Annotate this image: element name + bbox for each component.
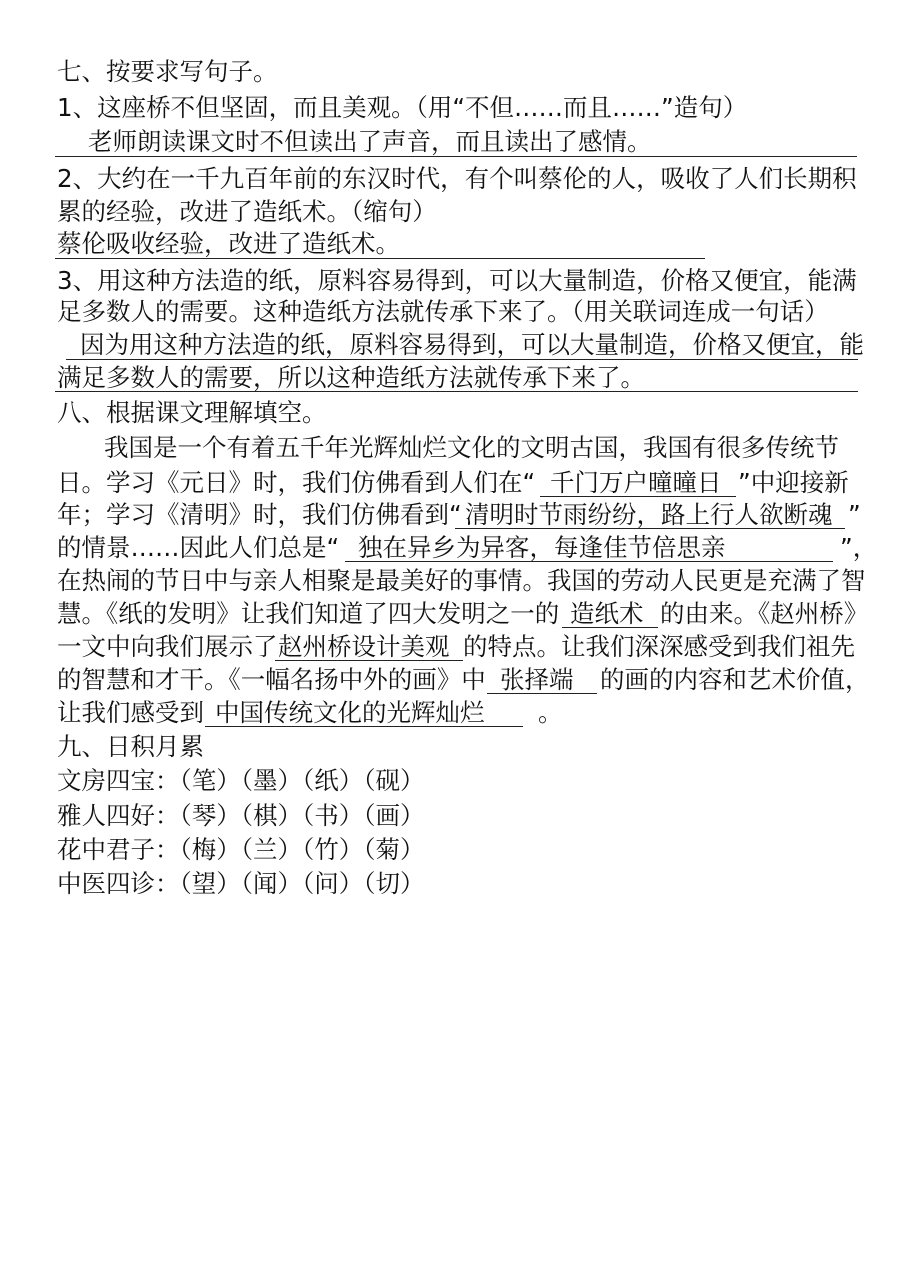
answer-2-underline	[55, 258, 705, 259]
passage-line-4b: ”，	[840, 533, 878, 562]
idiom-row: 雅人四好：（琴）（棋）（书）（画）	[57, 801, 425, 830]
blank-2-underline	[455, 528, 845, 529]
blank-1-underline	[540, 496, 736, 497]
passage-line-4a: 的情景……因此人们总是“	[57, 533, 340, 562]
section-7-heading: 七、按要求写句子。	[57, 57, 278, 86]
answer-1: 老师朗读课文时不但读出了声音，而且读出了感情。	[88, 127, 652, 156]
idiom-row: 花中君子：（梅）（兰）（竹）（菊）	[57, 835, 425, 864]
blank-6: 张择端	[500, 665, 574, 694]
section-9-heading: 九、日积月累	[57, 732, 204, 761]
blank-4: 造纸术	[570, 599, 644, 628]
question-2-line-1: 2、大约在一千九百年前的东汉时代，有个叫蔡伦的人，吸收了人们长期积	[57, 164, 857, 193]
answer-2: 蔡伦吸收经验，改进了造纸术。	[57, 229, 400, 258]
passage-line-6a: 慧。《纸的发明》让我们知道了四大发明之一的	[57, 599, 560, 628]
answer-3-line-2-underline	[55, 391, 858, 392]
blank-3: 独在异乡为异客，每逢佳节倍思亲	[358, 533, 726, 562]
passage-line-6b: 的由来。《赵州桥》	[660, 599, 869, 628]
answer-1-underline	[55, 156, 857, 157]
question-3-line-2: 足多数人的需要。这种造纸方法就传承下来了。（用关联词连成一句话）	[57, 297, 829, 326]
passage-line-7a: 一文中向我们展示了	[57, 632, 278, 661]
question-1: 1、这座桥不但坚固，而且美观。（用“不但……而且……”造句）	[57, 93, 748, 122]
blank-4-underline	[562, 627, 658, 628]
passage-line-5: 在热闹的节日中与亲人相聚是最美好的事情。我国的劳动人民更是充满了智	[57, 566, 866, 595]
answer-3-line-2: 满足多数人的需要，所以这种造纸方法就传承下来了。	[57, 363, 645, 392]
blank-7: 中国传统文化的光辉灿烂	[215, 698, 485, 727]
passage-line-9b: 。	[538, 698, 563, 727]
answer-3-line-1-underline	[66, 359, 858, 360]
blank-5-underline	[275, 660, 463, 661]
passage-line-3a: 年；学习《清明》时，我们仿佛看到“	[57, 500, 462, 529]
passage-line-1: 我国是一个有着五千年光辉灿烂文化的文明古国，我国有很多传统节	[104, 433, 839, 462]
passage-line-2a: 日。学习《元日》时，我们仿佛看到人们在“	[57, 468, 536, 497]
blank-7-underline	[205, 726, 523, 727]
blank-6-underline	[487, 693, 597, 694]
idiom-row: 文房四宝：（笔）（墨）（纸）（砚）	[57, 766, 425, 795]
answer-3-line-1: 因为用这种方法造的纸，原料容易得到，可以大量制造，价格又便宜，能	[80, 330, 864, 359]
question-2-line-2: 累的经验，改进了造纸术。（缩句）	[57, 197, 437, 226]
question-3-line-1: 3、用这种方法造的纸，原料容易得到，可以大量制造，价格又便宜，能满	[57, 266, 857, 295]
blank-1: 千门万户曈曈日	[550, 468, 722, 497]
section-8-heading: 八、根据课文理解填空。	[57, 398, 327, 427]
blank-5: 赵州桥设计美观	[278, 632, 450, 661]
idiom-row: 中医四诊：（望）（闻）（问）（切）	[57, 869, 425, 898]
passage-line-2b: ”中迎接新	[738, 468, 849, 497]
passage-line-7b: 的特点。让我们深深感受到我们祖先	[463, 632, 855, 661]
passage-line-8b: 的画的内容和艺术价值，	[600, 665, 870, 694]
passage-line-8a: 的智慧和才干。《一幅名扬中外的画》中	[57, 665, 486, 694]
blank-3-underline	[345, 561, 833, 562]
passage-line-3b: ”	[848, 500, 861, 529]
blank-2: 清明时节雨纷纷，路上行人欲断魂	[465, 500, 833, 529]
passage-line-9a: 让我们感受到	[57, 698, 204, 727]
